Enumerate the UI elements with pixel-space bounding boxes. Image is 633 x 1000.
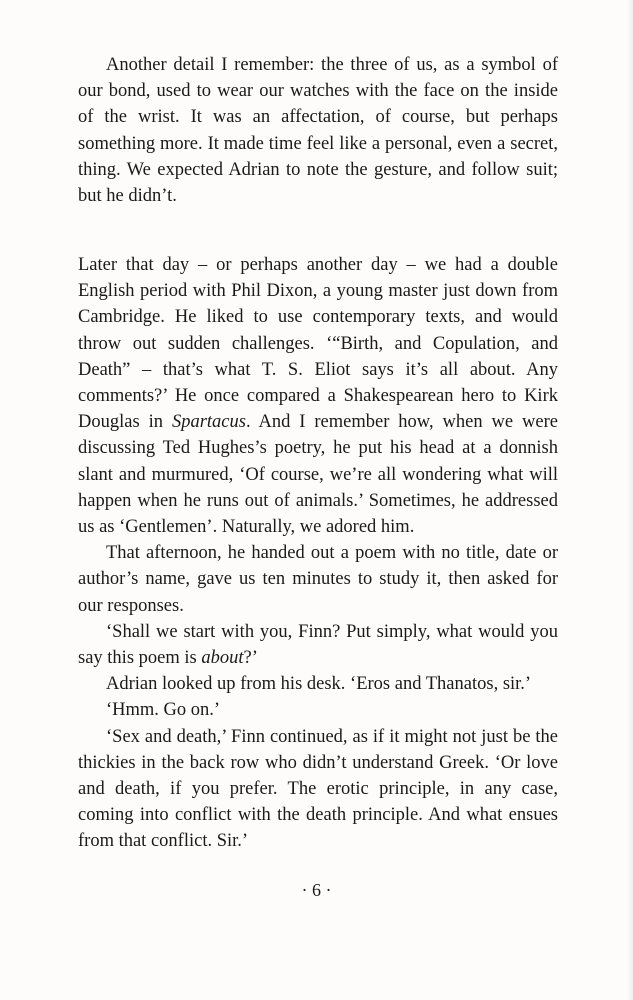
text-run: Later that day – or perhaps another day – we had a double English period with Phil Dixon, a young master just down from Cambridge. He liked to use contemporary texts, and would throw out sudden challenges. ‘“Birth, and Copulation, and Death” – that’s what T. S. Eliot says it’s all about. Any comments?’ He once compared a Shakespearean hero to Kirk Douglas in xyxy=(78,255,558,433)
text-run: . And I remember how, when we were discussing Ted Hughes’s poetry, he put his head at a donnish slant and murmured, ‘Of course, we’re all wondering what will happen when he runs out of animals.’ Sometimes, he addressed us as ‘Gentlemen’. Naturally, we adored him. xyxy=(78,412,558,538)
text-run: Adrian looked up from his desk. ‘Eros and Thanatos, sir.’ xyxy=(106,674,532,695)
paragraph-dialogue-go-on xyxy=(78,697,558,723)
paragraph-dialogue-adrian xyxy=(78,671,558,697)
page-number: · 6 · xyxy=(301,880,332,900)
paragraph-afternoon xyxy=(78,540,558,619)
paragraph-dialogue-sex-and-death xyxy=(78,724,558,855)
text-run: ‘Shall we start with you, Finn? Put simply, what would you say this poem is xyxy=(78,621,558,669)
text-run: ‘Hmm. Go on.’ xyxy=(106,700,221,721)
text-run: ‘Sex and death,’ Finn continued, as if it might not just be the thickies in the back row who didn’t understand Greek. ‘Or love and death, if you prefer. The erotic principle, in any case, coming into conflict with the death principle. And what ensues from that conflict. Sir.’ xyxy=(78,726,558,852)
paragraph-dialogue-finn-question xyxy=(78,619,558,671)
text-run: That afternoon, he handed out a poem with no title, date or author’s name, gave us ten minutes to study it, then asked for our responses. xyxy=(78,543,558,616)
section-one xyxy=(78,52,558,209)
text-run: ?’ xyxy=(243,648,258,669)
section-two xyxy=(78,252,558,855)
italic-word-about: about xyxy=(201,648,244,669)
paragraph-watches: Another detail I remember: the three of us, as a symbol of our bond, used to wear our watches with the face on the inside of the wrist. It was an affectation, of course, but perhaps something more. It made time feel like a personal, even a secret, thing. We expected Adrian to note the gesture, and follow suit; but he didn’t. xyxy=(78,55,558,207)
paragraph-phil-dixon xyxy=(78,252,558,540)
italic-title-spartacus: Spartacus xyxy=(171,412,246,433)
page-edge-shadow xyxy=(627,0,633,1000)
